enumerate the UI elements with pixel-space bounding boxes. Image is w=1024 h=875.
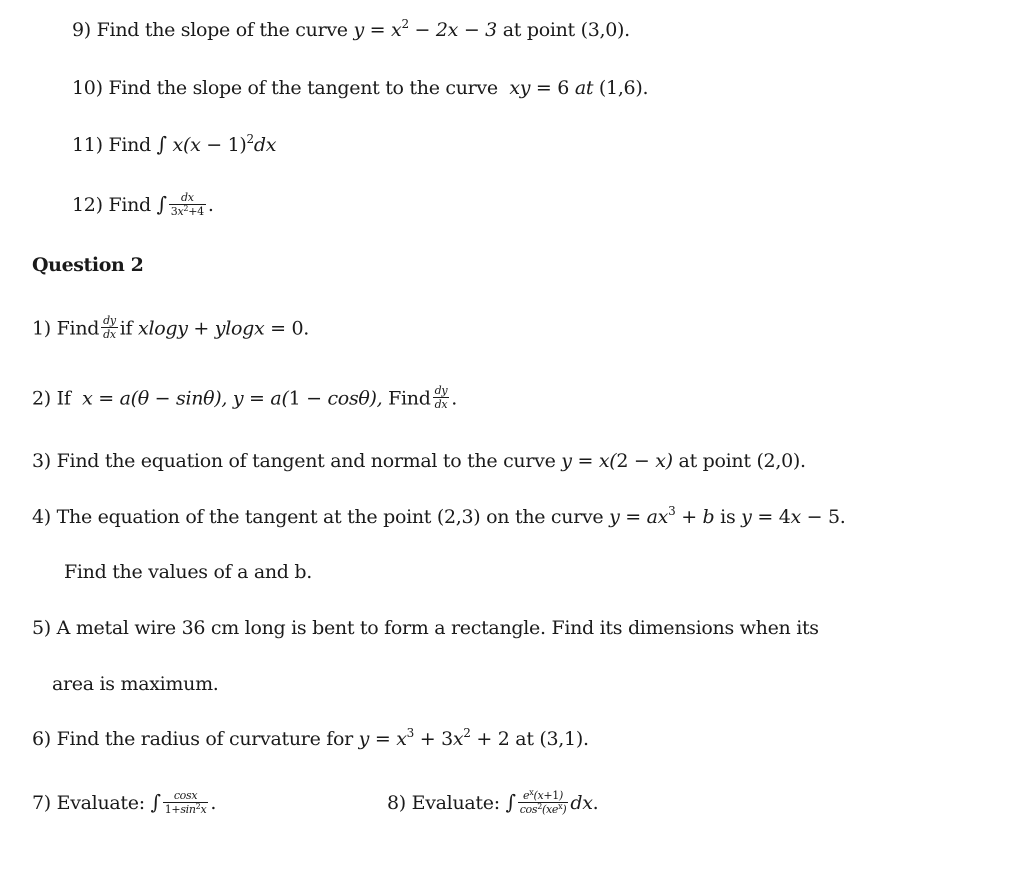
item-number: 10) bbox=[72, 77, 103, 99]
equation: $y = ax^3 + b$ bbox=[609, 504, 715, 528]
problem-9 bbox=[72, 18, 630, 42]
item-number: 12) bbox=[72, 194, 103, 216]
equation: $y = x^2 - 2x - 3$ bbox=[353, 17, 497, 41]
item-number: 8) bbox=[387, 792, 406, 814]
item-text: Find the radius of curvature for bbox=[56, 728, 353, 750]
item-suffix: at point (3,0). bbox=[502, 19, 630, 41]
equation: xy = 6 at (1,6). bbox=[503, 77, 649, 99]
derivative-fraction: $\frac{dy}{dx}$ bbox=[434, 384, 448, 411]
question-2-item-6: 6) Find the radius of curvature for $y = x^3 + 3x^2 + 2$ at (3,1). bbox=[32, 726, 589, 750]
equation: y = x(2 − x) bbox=[561, 450, 673, 472]
tangent-equation: y = 4x − 5. bbox=[741, 506, 846, 528]
item-text: Evaluate: bbox=[56, 792, 145, 814]
item-text: Find bbox=[108, 194, 151, 216]
question-2-item-8: 8) Evaluate: ∫ $\frac{e^x(x+1)}{\cos^2(xe^x)}$ dx. bbox=[387, 787, 599, 816]
item-number: 1) bbox=[32, 317, 51, 340]
fraction: $\frac{dx}{3x^2+4}$ bbox=[170, 190, 204, 218]
problem-11 bbox=[72, 132, 276, 157]
item-number: 3) bbox=[32, 450, 51, 472]
item-text: The equation of the tangent at the point (2,3) on the curve bbox=[56, 506, 604, 528]
item-text: Evaluate: bbox=[411, 792, 500, 814]
question-2-item-1: 1) Find $\frac{dy}{dx}$ if xlogy + ylogx = 0. bbox=[32, 314, 310, 341]
item-number: 9) bbox=[72, 19, 91, 41]
item-text: Find bbox=[56, 317, 100, 340]
item-number: 4) bbox=[32, 506, 51, 528]
section-heading: Question 2 bbox=[32, 254, 144, 276]
question-2-item-5 bbox=[32, 616, 819, 640]
item-text: If bbox=[56, 387, 71, 410]
question-2-item-4-continuation: Find the values of a and b. bbox=[64, 561, 313, 583]
question-2-item-5-continuation: area is maximum. bbox=[52, 673, 219, 695]
item-text: Find the equation of tangent and normal to the curve bbox=[56, 450, 556, 472]
equation: $y = x^3 + 3x^2 + 2$ bbox=[358, 726, 510, 750]
item-number: 11) bbox=[72, 134, 103, 156]
item-text: A metal wire 36 cm long is bent to form a rectangle. Find its dimensions when its bbox=[56, 617, 819, 639]
integral-sign: ∫ bbox=[156, 192, 167, 216]
fraction: $\frac{e^x(x+1)}{\cos^2(xe^x)}$ bbox=[519, 787, 567, 816]
item-text: Find bbox=[108, 134, 151, 156]
integral-expression: ∫ $x(x - 1)^2dx$ bbox=[156, 132, 277, 156]
item-number: 7) bbox=[32, 792, 51, 814]
equation: x = a(θ − sinθ), y = a(1 − cosθ), bbox=[76, 387, 383, 410]
question-2-item-4: 4) The equation of the tangent at the point (2,3) on the curve $y = ax^3 + b$ is y = 4x − 5. bbox=[32, 504, 846, 528]
fraction: $\frac{\cos x}{1+\sin^2x}$ bbox=[164, 788, 207, 816]
derivative-fraction: $\frac{dy}{dx}$ bbox=[103, 314, 116, 341]
item-text: Find the slope of the curve bbox=[96, 19, 348, 41]
item-number: 6) bbox=[32, 728, 51, 750]
item-number: 5) bbox=[32, 617, 51, 639]
question-2-item-3: 3) Find the equation of tangent and normal to the curve y = x(2 − x) at point (2,0). bbox=[32, 450, 806, 472]
problem-12: 12) Find ∫ $\frac{dx}{3x^2+4}$ . bbox=[72, 190, 214, 218]
integral-sign: ∫ bbox=[150, 790, 161, 814]
problem-10 bbox=[72, 76, 648, 100]
item-text: Find the slope of the tangent to the curve bbox=[108, 77, 498, 99]
question-2-item-7: 7) Evaluate: ∫ $\frac{\cos x}{1+\sin^2x}$ . bbox=[32, 788, 217, 816]
item-number: 2) bbox=[32, 387, 51, 410]
equation: xlogy + ylogx = 0. bbox=[138, 317, 310, 340]
integral-sign: ∫ bbox=[505, 790, 516, 814]
question-2-item-2: 2) If x = a(θ − sinθ), y = a(1 − cosθ), Find $\frac{dy}{dx}$ . bbox=[32, 384, 458, 411]
